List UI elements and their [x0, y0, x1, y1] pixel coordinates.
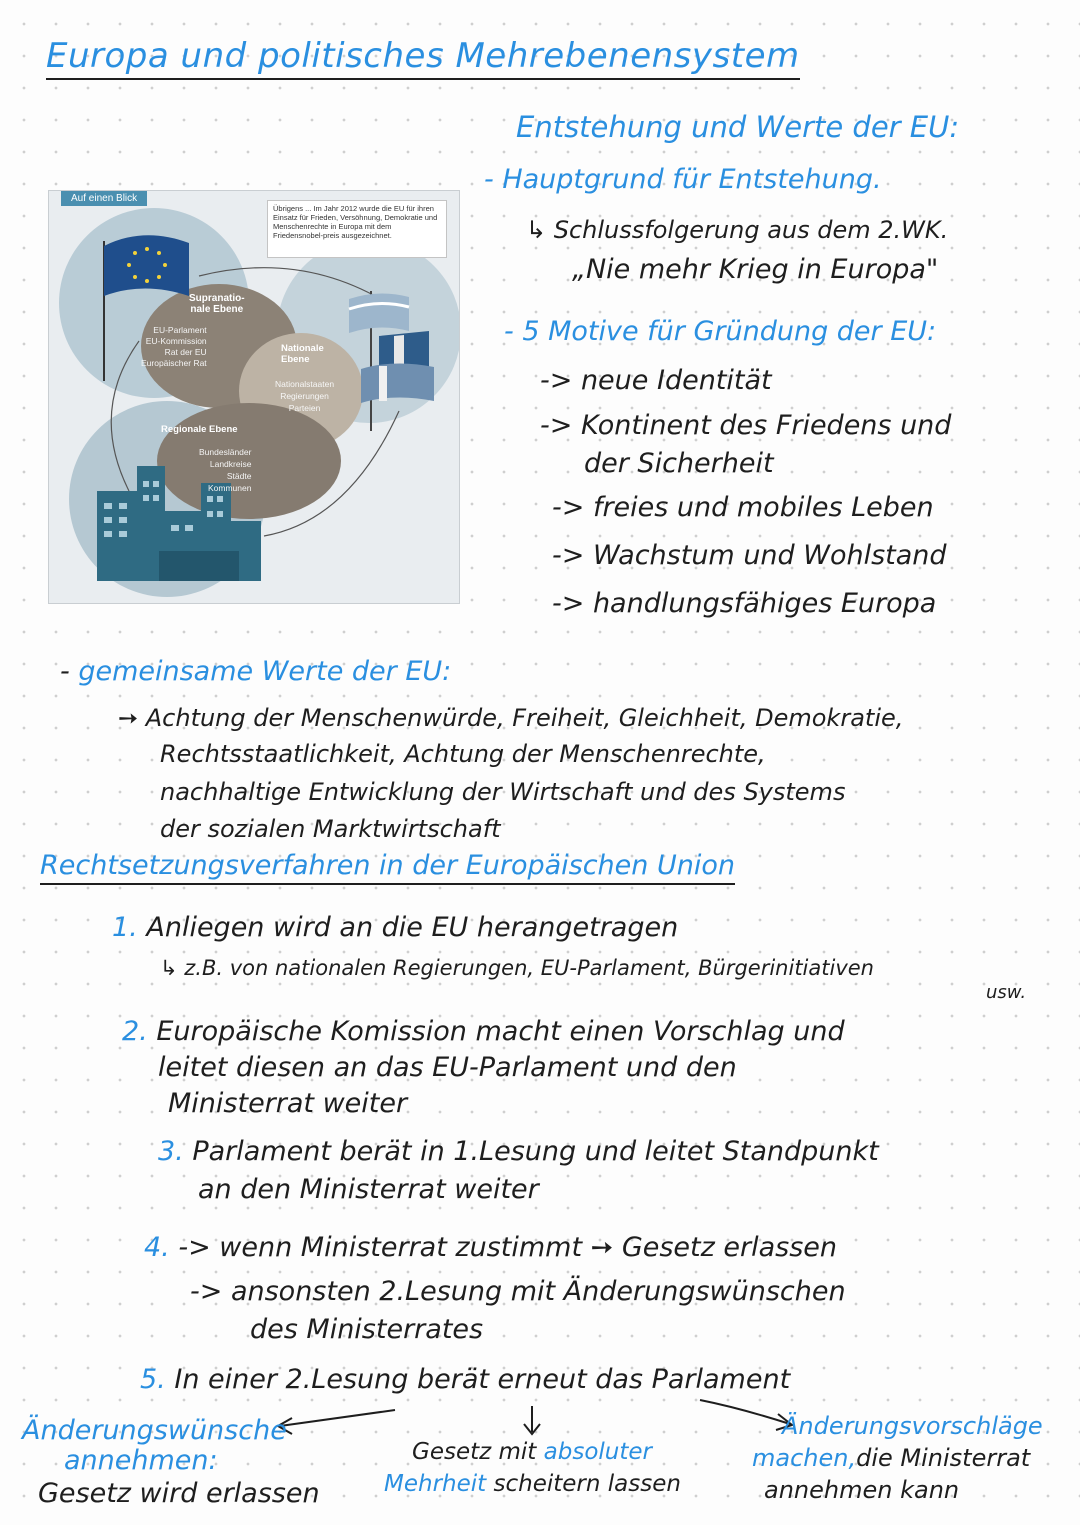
step-1-sub: ↳ z.B. von nationalen Regierungen, EU-Parlament, Bürgerinitiativen	[160, 956, 874, 980]
motive-item: -> freies und mobiles Leben	[552, 492, 934, 523]
step-3-line2: an den Ministerrat weiter	[198, 1174, 539, 1205]
verfahren-heading-text: Rechtsetzungsverfahren in der Europäischen Union	[40, 850, 735, 885]
supra-item: Europäischer Rat	[141, 358, 207, 368]
werte-line: Rechtsstaatlichkeit, Achtung der Menschenrechte,	[160, 740, 766, 768]
step-text: -> wenn Ministerrat zustimmt ➙ Gesetz erlassen	[178, 1232, 837, 1263]
step-2-line3: Ministerrat weiter	[168, 1088, 408, 1119]
motive-item: -> neue Identität	[540, 365, 772, 396]
step-text: Europäische Komission macht einen Vorschlag und	[156, 1016, 845, 1047]
werte-line: nachhaltige Entwicklung der Wirtschaft und des Systems	[160, 778, 846, 806]
step-text: Parlament berät in 1.Lesung und leitet Standpunkt	[192, 1136, 879, 1167]
figure-badge: Auf einen Blick	[61, 191, 147, 206]
step-4	[144, 1232, 837, 1263]
regional-item: Städte	[226, 471, 252, 481]
eu-flag-icon	[104, 235, 189, 296]
left-branch-blue	[22, 1416, 287, 1476]
supranational-title	[189, 293, 245, 315]
national-items	[275, 378, 334, 414]
national-item: Parteien	[288, 403, 321, 413]
right-branch-line1: Änderungsvorschläge	[782, 1412, 1043, 1440]
hauptgrund-line	[484, 164, 882, 195]
werte-line: der sozialen Marktwirtschaft	[160, 815, 501, 843]
verfahren-heading	[40, 850, 735, 881]
schlussfolgerung-line: ↳ Schlussfolgerung aus dem 2.WK.	[526, 216, 949, 244]
supra-item: EU-Kommission	[145, 336, 207, 346]
middle-branch-line1	[384, 1436, 681, 1468]
arrow-left-icon	[280, 1410, 395, 1426]
motive-item: -> handlungsfähiges Europa	[552, 588, 937, 619]
regional-title: Regionale Ebene	[161, 424, 238, 435]
supranational-title-line1: Supranatio-	[189, 293, 245, 304]
middle-branch-text: Gesetz mit	[412, 1439, 544, 1465]
motive-item: der Sicherheit	[584, 448, 774, 479]
middle-branch-text: scheitern lassen	[486, 1471, 681, 1497]
page-title	[46, 36, 800, 76]
eu-levels-figure	[48, 190, 460, 604]
arrow-down-head	[524, 1424, 540, 1434]
werte-line: ➙ Achtung der Menschenwürde, Freiheit, Gleichheit, Demokratie,	[118, 704, 904, 732]
werte-dash: -	[60, 656, 70, 687]
step-number: 3.	[158, 1136, 184, 1167]
supra-item: EU-Parlament	[153, 325, 207, 335]
step-number: 4.	[144, 1232, 170, 1263]
right-branch-line3: annehmen kann	[764, 1476, 960, 1504]
page-title-text: Europa und politisches Mehrebenensystem	[46, 36, 800, 80]
step-number: 2.	[122, 1016, 148, 1047]
national-title-line1: Nationale	[281, 343, 324, 354]
step-text: In einer 2.Lesung berät erneut das Parlament	[174, 1364, 791, 1395]
right-branch-text: die Ministerrat	[856, 1444, 1031, 1472]
left-branch-result: Gesetz wird erlassen	[38, 1478, 320, 1509]
regional-item: Bundesländer	[199, 447, 252, 457]
step-2	[122, 1016, 845, 1047]
supra-item: Rat der EU	[164, 347, 207, 357]
middle-branch	[384, 1436, 681, 1500]
motive-item: -> Kontinent des Friedens und	[540, 410, 952, 441]
hauptgrund-text: - Hauptgrund für Entstehung.	[484, 164, 882, 195]
national-title-line2: Ebene	[281, 354, 310, 365]
right-branch-line2	[752, 1442, 1043, 1474]
regional-items	[199, 446, 251, 494]
step-1	[112, 912, 678, 943]
never-again-war-quote: „Nie mehr Krieg in Europa"	[572, 254, 939, 285]
motive-heading: - 5 Motive für Gründung der EU:	[504, 316, 937, 347]
werte-heading-line	[60, 656, 451, 687]
step-1-usw: usw.	[986, 982, 1027, 1003]
step-3	[158, 1136, 879, 1167]
left-branch-line2: annehmen:	[64, 1445, 218, 1476]
regional-item: Landkreise	[209, 459, 252, 469]
step-text: Anliegen wird an die EU herangetragen	[146, 912, 679, 943]
right-branch-blue: machen,	[752, 1444, 857, 1472]
supranational-title-line2: nale Ebene	[190, 304, 244, 315]
left-branch-line1: Änderungswünsche	[22, 1415, 287, 1446]
step-2-line2: leitet diesen an das EU-Parlament und den	[158, 1052, 737, 1083]
regional-item: Kommunen	[208, 483, 252, 493]
step-5	[140, 1364, 790, 1395]
figure-note: Übrigens ... Im Jahr 2012 wurde die EU für ihren Einsatz für Frieden, Versöhnung, Demokratie und Menschenrechte in Europa mit dem Friedensnobel-preis ausgezeichnet.	[267, 200, 447, 258]
national-item: Nationalstaaten	[275, 379, 335, 389]
step-4-line2: -> ansonsten 2.Lesung mit Änderungswünschen	[190, 1276, 846, 1307]
werte-heading: gemeinsame Werte der EU:	[78, 656, 452, 687]
step-4-line3: des Ministerrates	[250, 1314, 484, 1345]
step-number: 5.	[140, 1364, 166, 1395]
step-number: 1.	[112, 912, 138, 943]
middle-branch-blue: Mehrheit	[384, 1471, 487, 1497]
middle-branch-line2	[384, 1468, 681, 1500]
middle-branch-blue: absoluter	[543, 1439, 652, 1465]
right-branch	[752, 1410, 1043, 1506]
national-title	[281, 343, 324, 365]
motive-item: -> Wachstum und Wohlstand	[552, 540, 947, 571]
national-item: Regierungen	[280, 391, 329, 401]
supranational-items	[141, 325, 207, 369]
entstehung-heading: Entstehung und Werte der EU:	[516, 110, 960, 144]
